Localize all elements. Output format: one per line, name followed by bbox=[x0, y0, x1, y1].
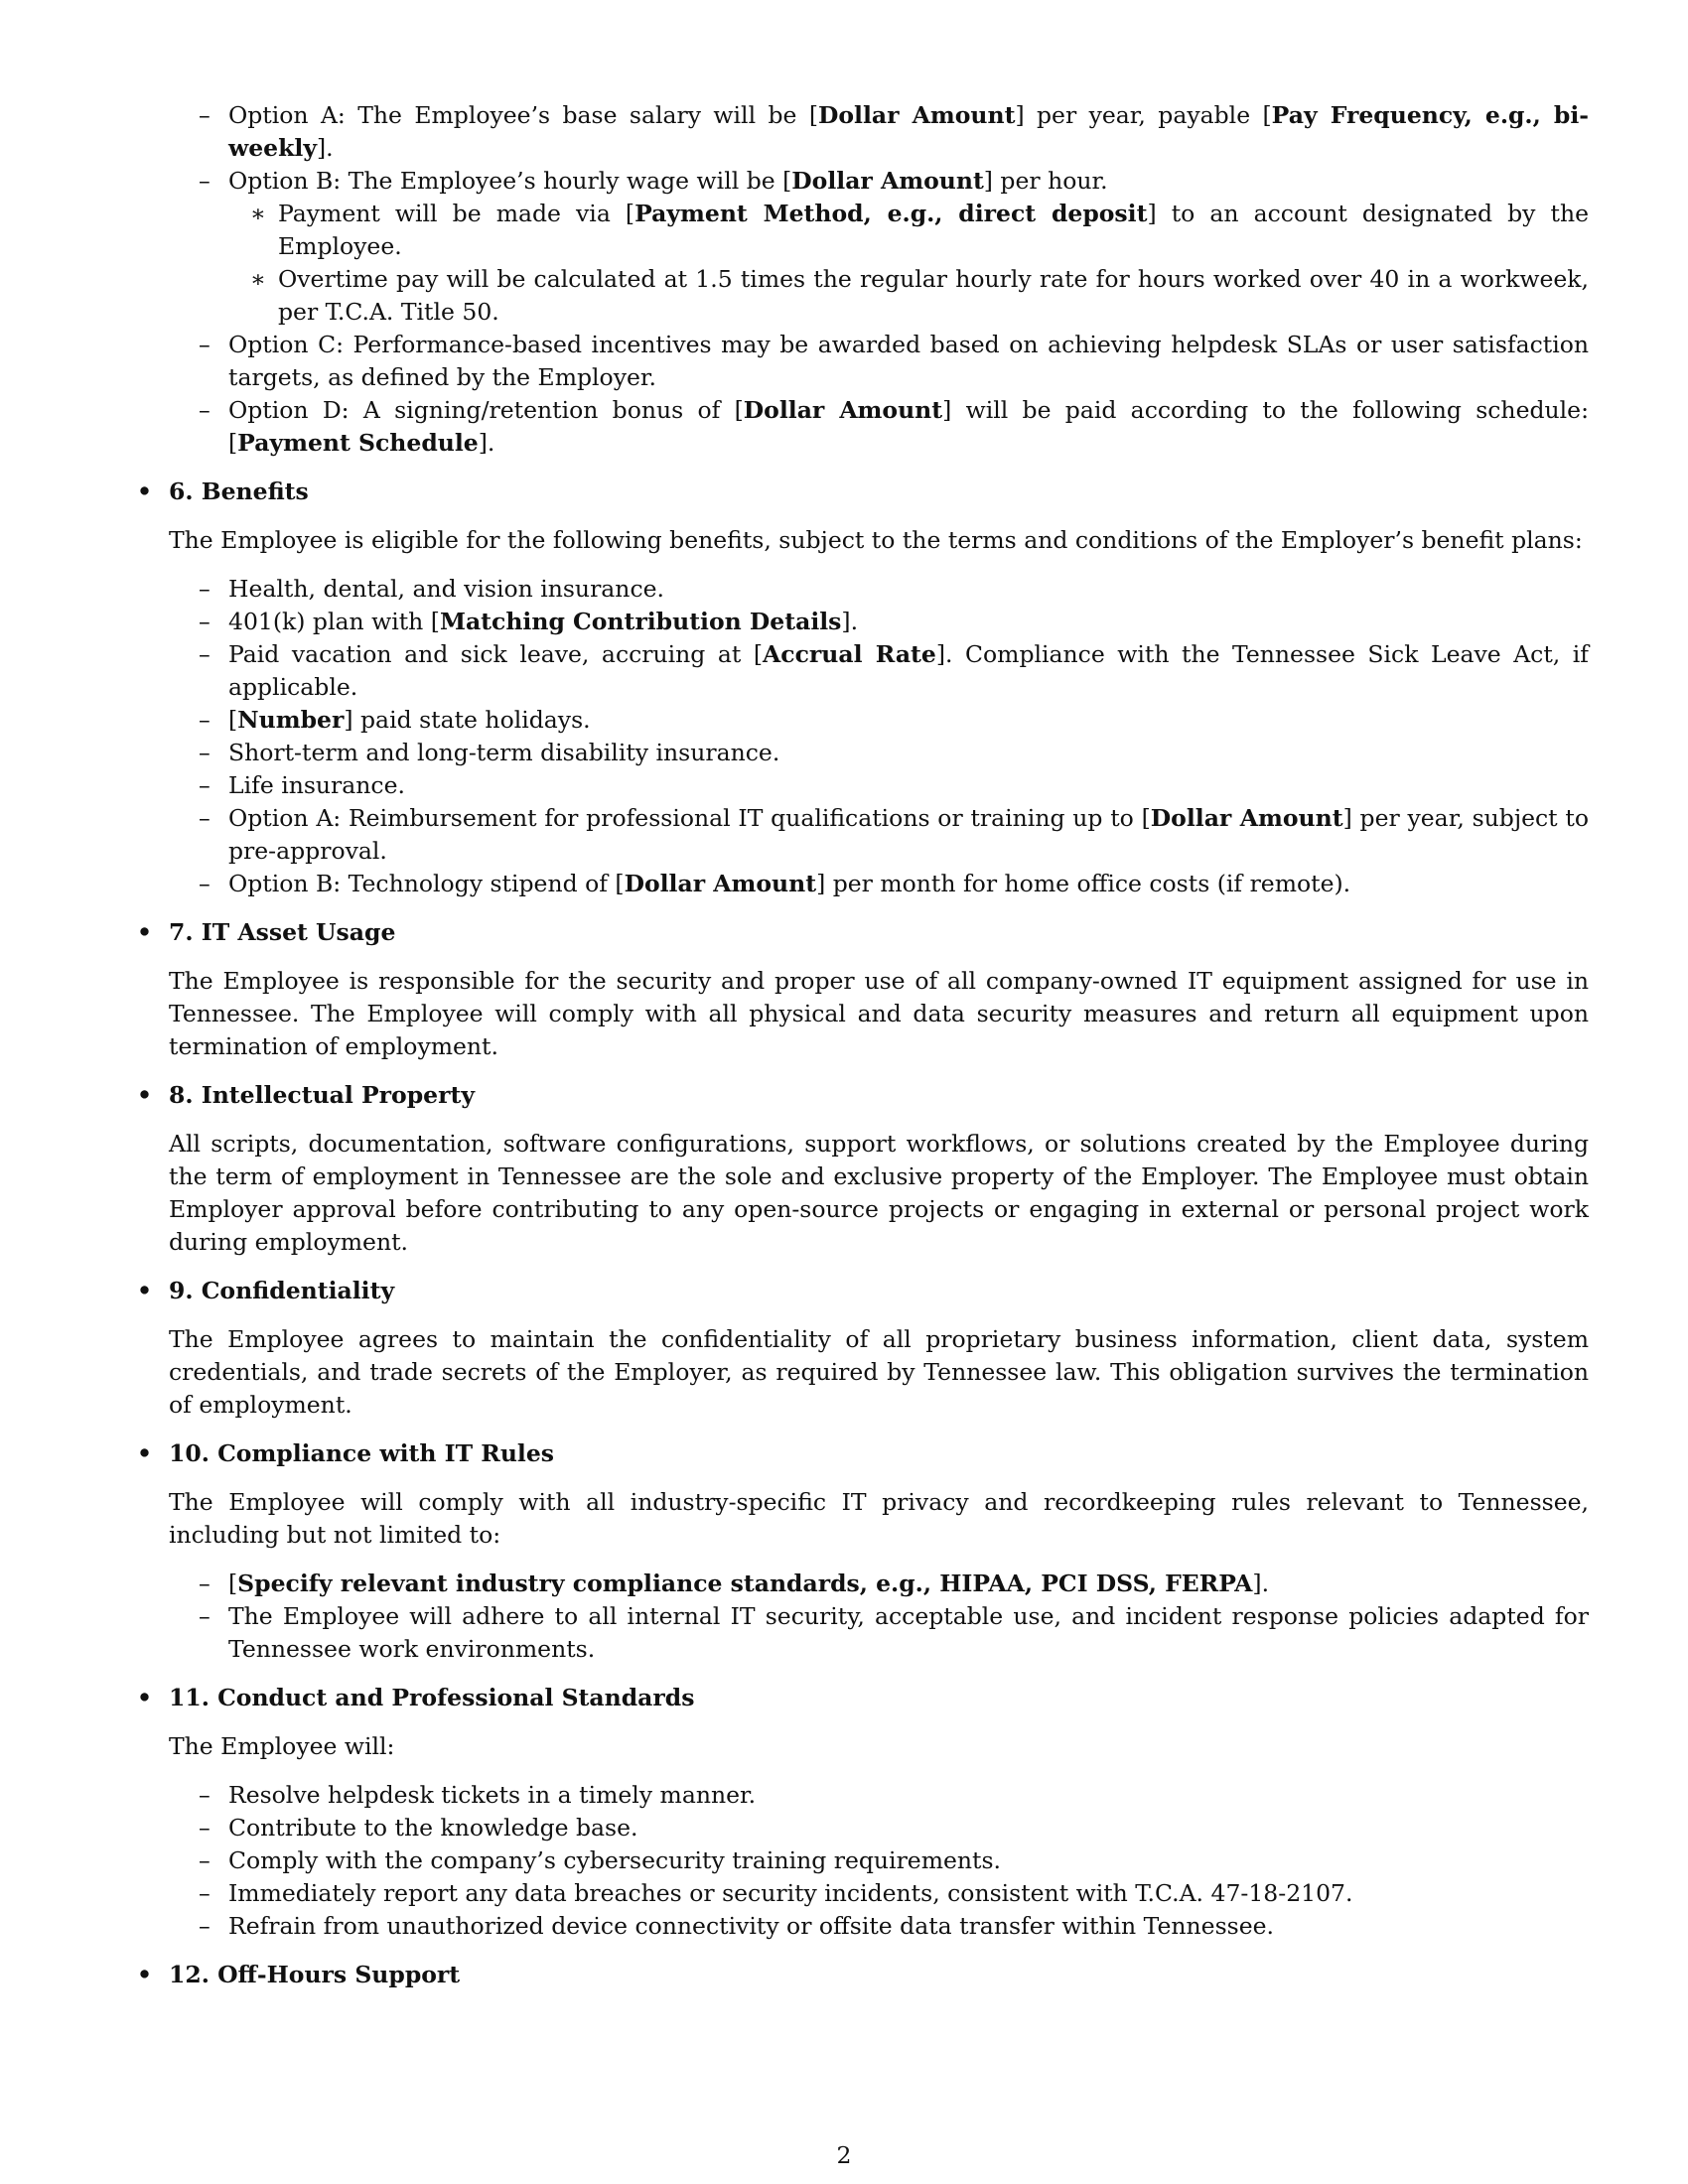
text-run: ] will be paid according to the following schedule: [ bbox=[228, 396, 1589, 457]
section-item bbox=[228, 606, 1589, 638]
hourly-subitems-list bbox=[278, 198, 1589, 329]
text-run: Paid vacation and sick leave, accruing at [ bbox=[228, 640, 764, 668]
section bbox=[137, 1079, 1589, 1259]
page-number: 2 bbox=[836, 2141, 852, 2169]
text-run: Overtime pay will be calculated at 1.5 times the regular hourly rate for hours worked over 40 in a workweek, per T.C.A. Title 50. bbox=[278, 265, 1589, 326]
section-item bbox=[228, 802, 1589, 868]
section-item bbox=[228, 1844, 1589, 1877]
text-run: Option B: Technology stipend of [ bbox=[228, 870, 625, 897]
section-item bbox=[228, 868, 1589, 900]
bullet-glyph: • bbox=[137, 1684, 153, 1711]
hourly-subitem bbox=[278, 263, 1589, 329]
section-heading-text: 7. IT Asset Usage bbox=[169, 918, 396, 946]
text-run: 401(k) plan with [ bbox=[228, 608, 440, 635]
bullet-glyph: • bbox=[137, 1277, 153, 1304]
text-run: Contribute to the knowledge base. bbox=[228, 1814, 638, 1842]
section-heading bbox=[137, 476, 1589, 508]
section-item bbox=[228, 1812, 1589, 1844]
compensation-option bbox=[228, 165, 1589, 329]
text-run: Immediately report any data breaches or security incidents, consistent with T.C.A. 47-18-2107. bbox=[228, 1879, 1353, 1907]
text-run: Option B: The Employee’s hourly wage will be [ bbox=[228, 167, 792, 195]
section-item bbox=[228, 737, 1589, 769]
section-items-list bbox=[228, 573, 1589, 900]
text-run: ]. Compliance with the Tennessee Sick Leave Act, if applicable. bbox=[228, 640, 1589, 701]
section bbox=[137, 1275, 1589, 1422]
compensation-option bbox=[228, 329, 1589, 394]
section-item bbox=[228, 1779, 1589, 1812]
section-item bbox=[228, 1910, 1589, 1943]
text-run: [ bbox=[228, 706, 238, 734]
text-run: ] per year, subject to pre-approval. bbox=[228, 804, 1589, 865]
text-run: Life insurance. bbox=[228, 771, 405, 799]
placeholder-field: Payment Schedule bbox=[237, 429, 479, 457]
placeholder-field: Dollar Amount bbox=[1150, 804, 1343, 832]
text-run: ] paid state holidays. bbox=[344, 706, 591, 734]
text-run: Health, dental, and vision insurance. bbox=[228, 575, 664, 603]
placeholder-field: Matching Contribution Details bbox=[439, 608, 842, 635]
placeholder-field: Pay Frequency, e.g., bi-weekly bbox=[228, 101, 1590, 162]
section-item bbox=[228, 1600, 1589, 1666]
bullet-glyph: • bbox=[137, 1961, 153, 1988]
placeholder-field: Dollar Amount bbox=[624, 870, 817, 897]
bullet-glyph: • bbox=[137, 918, 153, 946]
compensation-options-list bbox=[228, 99, 1589, 460]
section bbox=[137, 1682, 1589, 1943]
sections-container bbox=[137, 476, 1589, 1991]
text-run: Option D: A signing/retention bonus of [ bbox=[228, 396, 744, 424]
section-item bbox=[228, 704, 1589, 737]
section-heading-text: 6. Benefits bbox=[169, 478, 309, 505]
section-heading bbox=[137, 916, 1589, 949]
section-body: The Employee will: bbox=[169, 1732, 395, 1760]
placeholder-field: Dollar Amount bbox=[743, 396, 943, 424]
text-run: ] per year, payable [ bbox=[1015, 101, 1272, 129]
text-run: Comply with the company’s cybersecurity training requirements. bbox=[228, 1846, 1002, 1874]
section-item bbox=[228, 638, 1589, 704]
section-heading bbox=[137, 1275, 1589, 1307]
placeholder-field: Payment Method, e.g., direct deposit bbox=[634, 200, 1148, 227]
section-heading bbox=[137, 1682, 1589, 1714]
bullet-glyph: • bbox=[137, 1439, 153, 1467]
section-heading-text: 11. Conduct and Professional Standards bbox=[169, 1684, 695, 1711]
text-run: ]. bbox=[841, 608, 859, 635]
text-run: ]. bbox=[317, 134, 334, 162]
section-body: The Employee is responsible for the security and proper use of all company-owned IT equipment assigned for use in Tennessee. The Employee will comply with all physical and data security measures and return all equipment upon termination of employment. bbox=[169, 967, 1589, 1060]
text-run: The Employee will adhere to all internal IT security, acceptable use, and incident response policies adapted for Tennessee work environments. bbox=[228, 1602, 1589, 1663]
section bbox=[137, 916, 1589, 1063]
placeholder-field: Specify relevant industry compliance standards, e.g., HIPAA, PCI DSS, FERPA bbox=[237, 1570, 1253, 1597]
text-run: Option A: The Employee’s base salary will be [ bbox=[228, 101, 818, 129]
section-item bbox=[228, 573, 1589, 606]
section-body: All scripts, documentation, software configurations, support workflows, or solutions created by the Employee during the term of employment in Tennessee are the sole and exclusive property of the Employer. The Employee must obtain Employer approval before contributing to any open-source projects or engaging in external or personal project work during employment. bbox=[169, 1130, 1589, 1256]
text-run: ] per hour. bbox=[983, 167, 1108, 195]
section-heading-text: 9. Confidentiality bbox=[169, 1277, 395, 1304]
section bbox=[137, 476, 1589, 900]
text-run: Resolve helpdesk tickets in a timely manner. bbox=[228, 1781, 757, 1809]
compensation-option bbox=[228, 394, 1589, 460]
text-run: Option C: Performance-based incentives may be awarded based on achieving helpdesk SLAs or user satisfaction targets, as defined by the Employer. bbox=[228, 331, 1589, 391]
section-body: The Employee is eligible for the following benefits, subject to the terms and conditions of the Employer’s benefit plans: bbox=[169, 526, 1583, 554]
hourly-subitem bbox=[278, 198, 1589, 263]
section-body: The Employee will comply with all industry-specific IT privacy and recordkeeping rules relevant to Tennessee, including but not limited to: bbox=[169, 1488, 1589, 1549]
page-content bbox=[137, 99, 1589, 1991]
section-item bbox=[228, 1877, 1589, 1910]
section bbox=[137, 1959, 1589, 1991]
placeholder-field: Number bbox=[237, 706, 345, 734]
text-run: Refrain from unauthorized device connectivity or offsite data transfer within Tennessee. bbox=[228, 1912, 1274, 1940]
placeholder-field: Dollar Amount bbox=[791, 167, 984, 195]
text-run: ]. bbox=[478, 429, 495, 457]
section bbox=[137, 1437, 1589, 1666]
placeholder-field: Dollar Amount bbox=[818, 101, 1016, 129]
text-run: ] per month for home office costs (if remote). bbox=[816, 870, 1351, 897]
section-heading bbox=[137, 1959, 1589, 1991]
section-item bbox=[228, 1568, 1589, 1600]
text-run: Short-term and long-term disability insurance. bbox=[228, 739, 780, 766]
section-body: The Employee agrees to maintain the confidentiality of all proprietary business information, client data, system credentials, and trade secrets of the Employer, as required by Tennessee law. This obligation survives the termination of employment. bbox=[169, 1325, 1589, 1419]
compensation-option bbox=[228, 99, 1589, 165]
text-run: Option A: Reimbursement for professional IT qualifications or training up to [ bbox=[228, 804, 1151, 832]
section-heading-text: 10. Compliance with IT Rules bbox=[169, 1439, 555, 1467]
section-items-list bbox=[228, 1568, 1589, 1666]
text-run: [ bbox=[228, 1570, 238, 1597]
section-heading bbox=[137, 1437, 1589, 1470]
text-run: ] to an account designated by the Employee. bbox=[278, 200, 1589, 260]
section-item bbox=[228, 769, 1589, 802]
bullet-glyph: • bbox=[137, 1081, 153, 1109]
section-heading-text: 12. Off-Hours Support bbox=[169, 1961, 461, 1988]
text-run: Payment will be made via [ bbox=[278, 200, 635, 227]
bullet-glyph: • bbox=[137, 478, 153, 505]
text-run: ]. bbox=[1252, 1570, 1270, 1597]
placeholder-field: Accrual Rate bbox=[763, 640, 936, 668]
section-heading bbox=[137, 1079, 1589, 1112]
section-heading-text: 8. Intellectual Property bbox=[169, 1081, 475, 1109]
section-items-list bbox=[228, 1779, 1589, 1943]
